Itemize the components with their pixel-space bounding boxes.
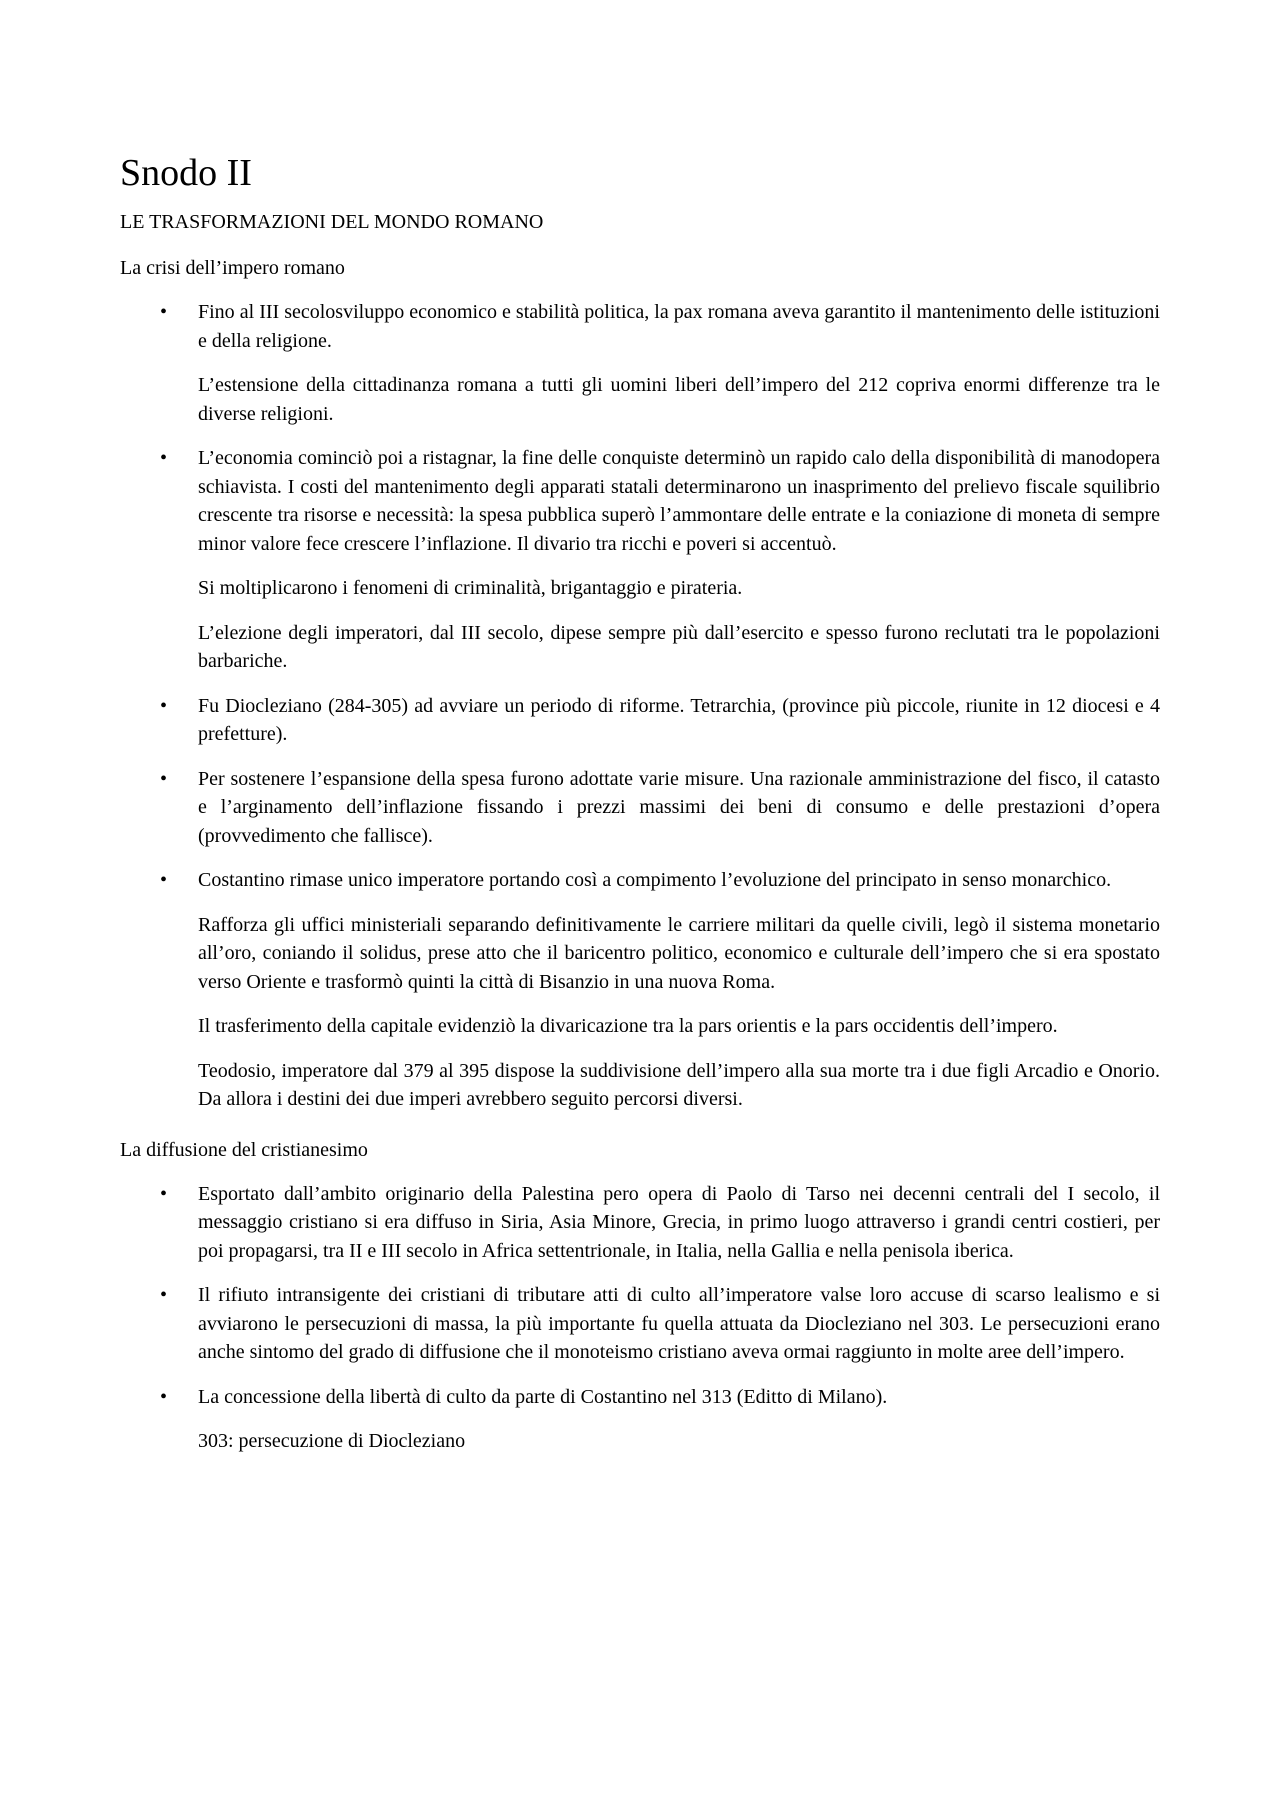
paragraph: L’estensione della cittadinanza romana a tutti gli uomini liberi dell’impero del 212 copriva enormi differenze tra le diverse religioni. — [198, 374, 1160, 425]
paragraph: 303: persecuzione di Diocleziano — [198, 1430, 466, 1452]
bullet-icon: • — [160, 1385, 168, 1408]
paragraph: L’economia cominciò poi a ristagnar, la fine delle conquiste determinò un rapido calo della disponibilità di manodopera schiavista. I costi del mantenimento degli apparati statali determinarono un inasprimento del prelievo fiscale squilibrio crescente tra risorse e necessità: la spesa pubblica superò l’ammontare delle entrate e la coniazione di moneta di sempre minor valore fece crescere l’inflazione. Il divario tra ricchi e poveri si accentuò. — [198, 447, 1160, 555]
paragraph: L’elezione degli imperatori, dal III secolo, dipese sempre più dall’esercito e spesso furono reclutati tra le popolazioni barbariche. — [198, 621, 1160, 672]
list-item — [120, 1281, 1160, 1367]
bullet-icon: • — [160, 447, 168, 469]
paragraph: Per sostenere l’espansione della spesa furono adottate varie misure. Una razionale amministrazione del fisco, il catasto e l’arginamento dell’inflazione fissando i prezzi massimi dei beni di consumo e delle prestazioni d’opera (provvedimento che fallisce). — [198, 767, 1160, 847]
paragraph: Il rifiuto intransigente dei cristiani di tributare atti di culto all’imperatore valse loro accuse di scarso lealismo e si avviarono le persecuzioni di massa, la più importante fu quella attuata da Diocleziano nel 303. Le persecuzioni erano anche sintomo del grado di diffusione che il monoteismo cristiano aveva ormai raggiunto in molte aree dell’impero. — [198, 1284, 1160, 1363]
paragraph: Fu Diocleziano (284-305) ad avviare un periodo di riforme. Tetrarchia, (province più piccole, riunite in 12 diocesi e 4 prefetture). — [198, 694, 1160, 745]
bullet-icon: • — [160, 1284, 168, 1306]
bullet-icon: • — [160, 869, 168, 891]
list-item — [120, 444, 1160, 676]
paragraph: Fino al III secolosviluppo economico e stabilità politica, la pax romana aveva garantito il mantenimento delle istituzioni e della religione. — [198, 301, 1160, 352]
document-page — [120, 150, 1160, 1472]
list-item — [120, 765, 1160, 851]
section — [120, 1136, 1160, 1456]
list-item — [120, 298, 1160, 428]
bullet-list — [120, 1180, 1160, 1456]
bullet-list — [120, 298, 1160, 1114]
page-title: Snodo II — [120, 152, 252, 194]
paragraph: La concessione della libertà di culto da parte di Costantino nel 313 (Editto di Milano). — [198, 1385, 888, 1408]
section-heading: La diffusione del cristianesimo — [120, 1138, 368, 1161]
section-heading: La crisi dell’impero romano — [120, 257, 345, 279]
list-item — [120, 692, 1160, 749]
paragraph: Teodosio, imperatore dal 379 al 395 dispose la suddivisione dell’impero alla sua morte tra i due figli Arcadio e Onorio. Da allora i destini dei due imperi avrebbero seguito percorsi diversi. — [198, 1059, 1160, 1110]
bullet-icon: • — [160, 301, 168, 323]
list-item — [120, 866, 1160, 1114]
paragraph: Si moltiplicarono i fenomeni di criminalità, brigantaggio e pirateria. — [198, 577, 743, 599]
list-item — [120, 1180, 1160, 1266]
section — [120, 254, 1160, 1136]
bullet-icon: • — [160, 1182, 168, 1205]
paragraph: Costantino rimase unico imperatore portando così a compimento l’evoluzione del principato in senso monarchico. — [198, 869, 1112, 891]
list-item — [120, 1383, 1160, 1456]
paragraph: Il trasferimento della capitale evidenziò la divaricazione tra la pars orientis e la pars occidentis dell’impero. — [198, 1015, 1058, 1037]
page-subtitle: LE TRASFORMAZIONI DEL MONDO ROMANO — [120, 211, 544, 233]
paragraph: Esportato dall’ambito originario della Palestina pero opera di Paolo di Tarso nei decenni centrali del I secolo, il messaggio cristiano si era diffuso in Siria, Asia Minore, Grecia, in primo luogo attraverso i grandi centri costieri, per poi propagarsi, tra II e III secolo in Africa settentrionale, in Italia, nella Gallia e nella penisola iberica. — [198, 1182, 1160, 1262]
bullet-icon: • — [160, 767, 168, 790]
paragraph: Rafforza gli uffici ministeriali separando definitivamente le carriere militari da quelle civili, legò il sistema monetario all’oro, coniando il solidus, prese atto che il baricentro politico, economico e culturale dell’impero che si era spostato verso Oriente e trasformò quinti la città di Bisanzio in una nuova Roma. — [198, 913, 1160, 993]
document-body — [120, 254, 1160, 1456]
bullet-icon: • — [160, 694, 168, 717]
